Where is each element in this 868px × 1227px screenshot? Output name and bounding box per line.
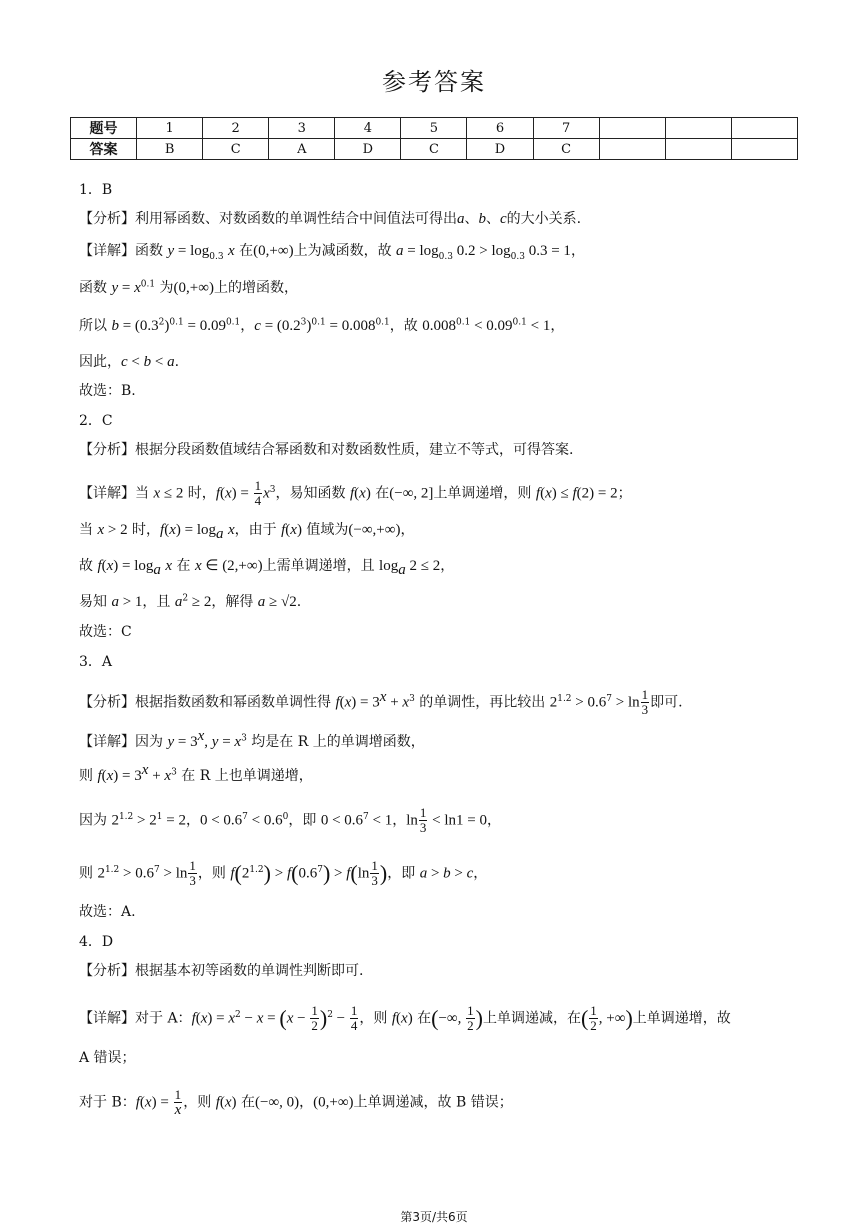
answer-table (70, 117, 798, 160)
q4-detail-1: 【详解】对于 A：$f(x) = x^2 - x = (x$ − $\frac{1}{2}$ )$^2$ − $\frac{1}{4}$ ，则 f(x) 在(−∞, $\frac{1}{2}$ )上单调递减，在( $\frac{1}{2}$ , +∞)上单调递增，故 (79, 1003, 731, 1033)
q4-heading: 4．D (79, 934, 114, 950)
q2-analysis-text: 根据分段函数值域结合幂函数和对数函数性质，建立不等式，可得答案. (135, 442, 574, 458)
q3-detail-3: 因为 $2^{1.2} > 2^1 = 2$，$0 < 0.6^7 < 0.6^0$，即 $0 < 0.6^7 < 1$，ln $\frac{1}{3}$ < ln1 = 0， (79, 805, 501, 835)
q1-conclusion-text: 因此， (79, 354, 121, 370)
q3-detail-4: 则 $2^{1.2} > 0.6^7 > \ln$ $\frac{1}{3}$ ，则 $f(2^{1.2}) > f(0.6^7) > f(\ln$ $\frac{1}{3}$ )，即 a > b > c， (79, 858, 488, 888)
table-cell (731, 139, 797, 160)
table-cell: C (401, 139, 467, 160)
table-cell: 5 (401, 118, 467, 139)
analysis-tag: 【分析】 (79, 694, 135, 711)
table-cell: 1 (137, 118, 203, 139)
row-header-answer: 答案 (71, 139, 137, 160)
q3-heading: 3．A (79, 654, 113, 670)
table-cell: 4 (335, 118, 401, 139)
q1-heading: 1．B (79, 182, 113, 198)
table-cell (599, 118, 665, 139)
analysis-tag: 【分析】 (79, 442, 135, 458)
q1-analysis: 【分析】利用幂函数、对数函数的单调性结合中间值法可得出a、b、c的大小关系. (79, 211, 582, 227)
analysis-tag: 【分析】 (79, 963, 135, 979)
answer-row (71, 139, 798, 160)
q2-detail-4: 易知 a > 1，且 $a^2 \ge 2$，解得 a ≥ √2. (79, 593, 302, 610)
q2-detail-1: 【详解】当 x ≤ 2 时，f(x) = $\frac{1}{4}$ $x^3$，易知函数 f(x) 在(−∞, 2]上单调递增，则 f(x) ≤ f(2) = 2； (79, 478, 632, 508)
q1-detail-1: 【详解】函数 $y = \log_{0.3} x$ 在(0,+∞)上为减函数，故 $a = \log_{0.3} 0.2 > \log_{0.3} 0.3 = 1$， (79, 243, 585, 262)
table-cell: 7 (533, 118, 599, 139)
q1-detail-3: 所以 $b = (0.3^2)^{0.1} = 0.09^{0.1}$，$c = (0.2^3)^{0.1} = 0.008^{0.1}$，故 $0.008^{0.1} < 0.09^{0.1} < 1$， (79, 317, 565, 334)
question-number-row (71, 118, 798, 139)
q3-analysis: 【分析】根据指数函数和幂函数单调性得 $f(x) = 3^x + x^3$ 的单调性，再比较出 $2^{1.2} > 0.6^7 > \ln$ $\frac{1}{3}$ 即可. (79, 687, 683, 717)
table-cell (665, 118, 731, 139)
q4-analysis (79, 961, 808, 981)
row-header-number: 题号 (71, 118, 137, 139)
q4-analysis-text: 根据基本初等函数的单调性判断即可. (135, 963, 364, 979)
q2-heading: 2．C (79, 413, 113, 429)
page-footer: 第3页/共6页 (400, 1210, 468, 1224)
q3-detail-1: 【详解】因为 $y = 3^x$, $y = x^3$ 均是在 R 上的单调增函数， (79, 728, 425, 750)
q3-detail-2: 则 $f(x) = 3^x + x^3$ 在 R 上也单调递增， (79, 762, 313, 784)
table-cell: B (137, 139, 203, 160)
table-cell (731, 118, 797, 139)
detail-tag: 【详解】 (79, 485, 135, 502)
q4-detail-2: A 错误； (79, 1050, 136, 1066)
table-cell: 6 (467, 118, 533, 139)
q1-choose: 故选：B. (79, 383, 136, 399)
page-title: 参考答案 (382, 68, 486, 96)
q2-choose: 故选：C (79, 624, 132, 640)
table-cell (665, 139, 731, 160)
q1-analysis-tail: 的大小关系. (506, 211, 582, 227)
q2-analysis (79, 440, 808, 460)
table-cell (599, 139, 665, 160)
q2-detail-2: 当 x > 2 时，$f(x) = \log_a x$，由于 f(x) 值域为(−∞,+∞)， (79, 522, 415, 542)
table-cell: 2 (203, 118, 269, 139)
table-cell: C (533, 139, 599, 160)
detail-tag: 【详解】 (79, 243, 135, 259)
q4-detail-3: 对于 B：f(x) = $\frac{1}{x}$ ，则 f(x) 在(−∞, 0)，(0,+∞)上单调递减，故 B 错误； (79, 1087, 513, 1118)
q1-analysis-text: 利用幂函数、对数函数的单调性结合中间值法可得出 (135, 211, 457, 227)
table-cell: C (203, 139, 269, 160)
q3-analysis-text: 根据指数函数和幂函数单调性得 (135, 694, 331, 711)
q1-detail-2: 函数 $y = x^{0.1}$ 为(0,+∞)上的增函数， (79, 279, 298, 296)
q2-detail-3: 故 $f(x) = \log_a x$ 在 x ∈ (2,+∞)上需单调递增，且 $\log_a 2 \le 2$， (79, 558, 455, 578)
table-cell: A (269, 139, 335, 160)
table-cell: D (335, 139, 401, 160)
detail-tag: 【详解】 (79, 734, 135, 750)
table-cell: D (467, 139, 533, 160)
table-cell: 3 (269, 118, 335, 139)
detail-tag: 【详解】 (79, 1010, 135, 1027)
q1-conclusion: 因此，c < b < a. (79, 354, 180, 370)
analysis-tag: 【分析】 (79, 211, 135, 227)
q3-choose: 故选：A. (79, 904, 136, 920)
